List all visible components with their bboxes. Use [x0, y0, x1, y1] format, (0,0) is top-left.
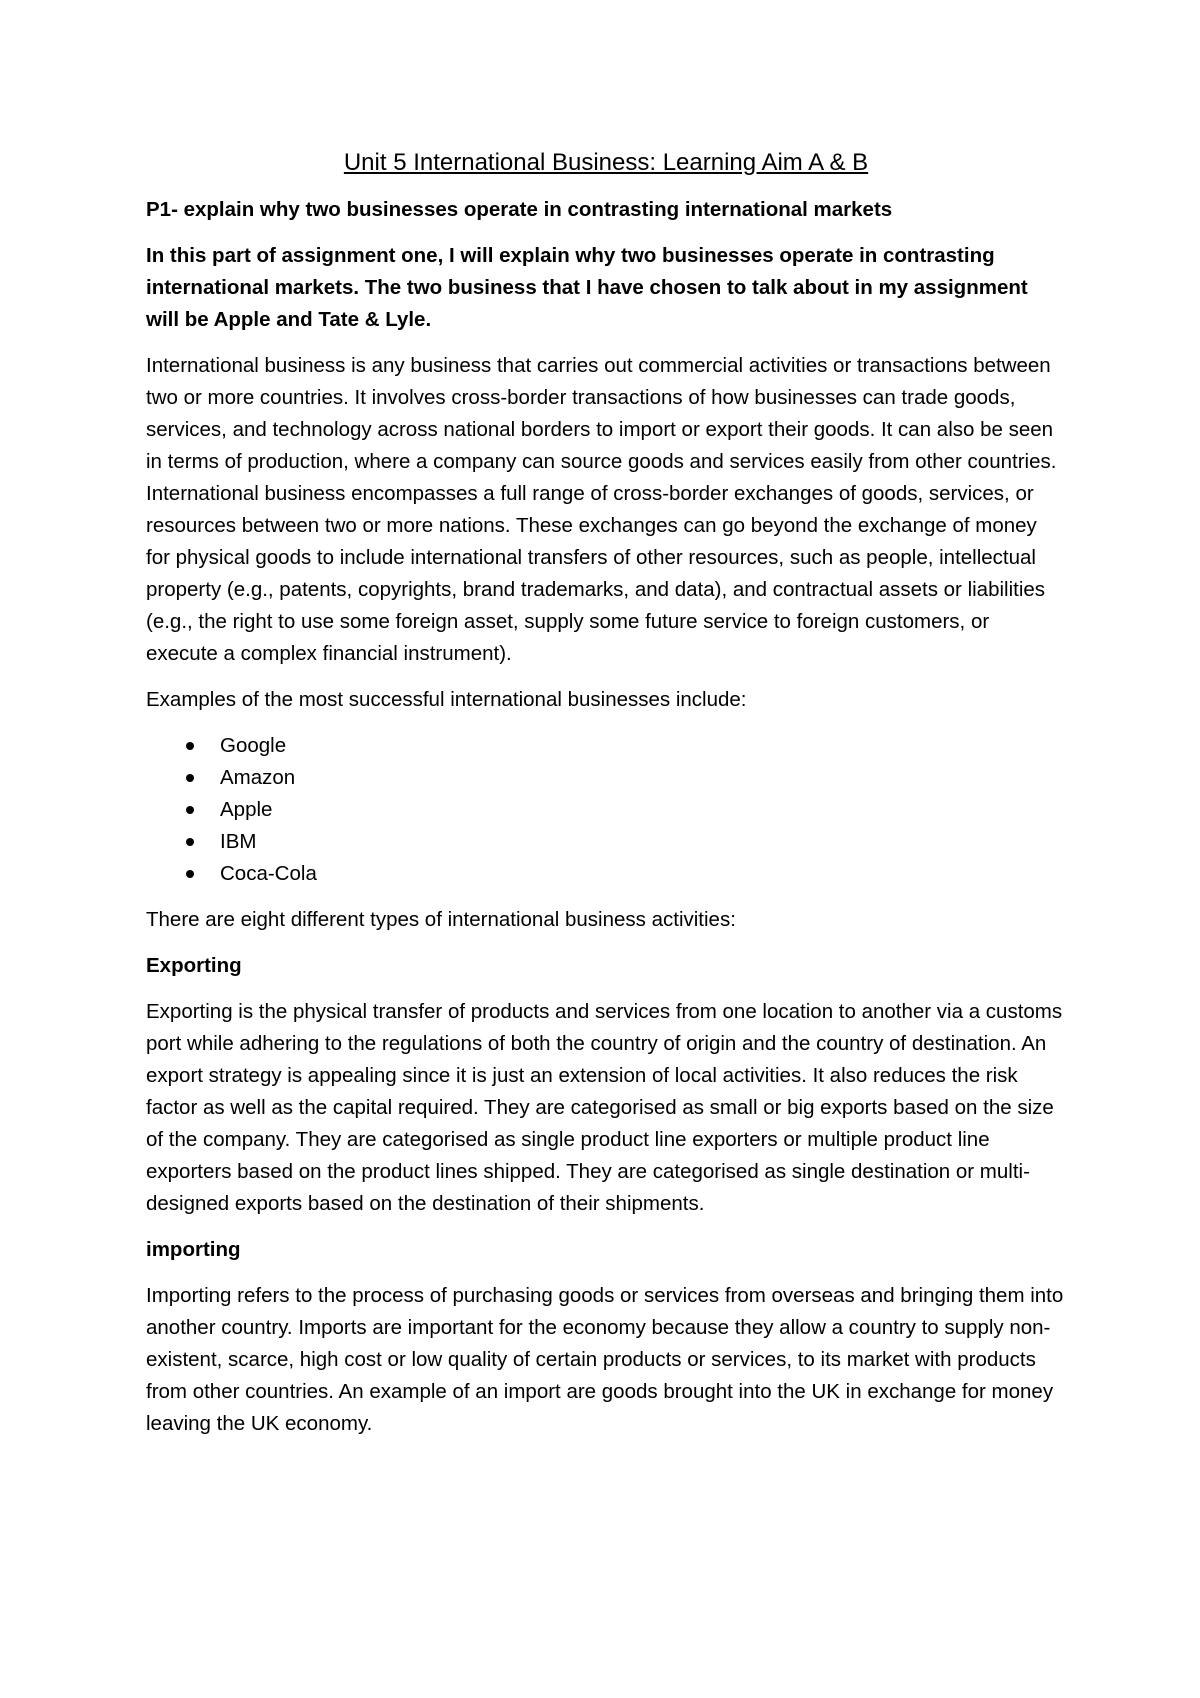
examples-list: [146, 730, 1066, 890]
list-item: [146, 762, 1066, 794]
list-item: [146, 730, 1066, 762]
document-title: Unit 5 International Business: Learning Aim A & B: [343, 149, 869, 176]
list-item-label: Apple: [220, 798, 273, 821]
list-item: [146, 858, 1066, 890]
importing-paragraph: Importing refers to the process of purchasing goods or services from overseas and bringing them into another country. Imports are important for the economy because they allow a country to supply non-existent, scarce, high cost or low quality of certain products or services, to its market with products from other countries. An example of an import are goods brought into the UK in exchange for money leaving the UK economy.: [146, 1284, 1064, 1435]
examples-intro: Examples of the most successful international businesses include:: [146, 688, 747, 711]
list-item-label: Coca-Cola: [220, 862, 317, 885]
bullet-icon: [186, 774, 194, 782]
document-body: [146, 146, 1066, 1454]
bullet-icon: [186, 838, 194, 846]
list-item: [146, 826, 1066, 858]
bullet-icon: [186, 870, 194, 878]
p1-heading: P1- explain why two businesses operate in contrasting international markets: [146, 198, 893, 221]
list-item-label: Google: [220, 734, 287, 757]
definition-paragraph: International business is any business that carries out commercial activities or transactions between two or more countries. It involves cross-border transactions of how businesses can trade goods, services, and technology across national borders to import or export their goods. It can also be seen in terms of production, where a company can source goods and services easily from other countries. International business encompasses a full range of cross-border exchanges of goods, services, or resources between two or more nations. These exchanges can go beyond the exchange of money for physical goods to include international transfers of other resources, such as people, intellectual property (e.g., patents, copyrights, brand trademarks, and data), and contractual assets or liabilities (e.g., the right to use some foreign asset, supply some future service to foreign customers, or execute a complex financial instrument).: [146, 354, 1057, 665]
exporting-paragraph: Exporting is the physical transfer of products and services from one location to another via a customs port while adhering to the regulations of both the country of origin and the country of destination. An export strategy is appealing since it is just an extension of local activities. It also reduces the risk factor as well as the capital required. They are categorised as small or big exports based on the size of the company. They are categorised as single product line exporters or multiple product line exporters based on the product lines shipped. They are categorised as single destination or multi-designed exports based on the destination of their shipments.: [146, 1000, 1063, 1215]
importing-heading: importing: [146, 1238, 241, 1261]
list-item: [146, 794, 1066, 826]
list-item-label: IBM: [220, 830, 257, 853]
exporting-heading: Exporting: [146, 954, 242, 977]
intro-paragraph: In this part of assignment one, I will explain why two businesses operate in contrasting international markets. The two business that I have chosen to talk about in my assignment will be Apple and Tate & Lyle.: [146, 244, 1028, 331]
list-item-label: Amazon: [220, 766, 296, 789]
bullet-icon: [186, 742, 194, 750]
types-intro: There are eight different types of international business activities:: [146, 908, 736, 931]
bullet-icon: [186, 806, 194, 814]
